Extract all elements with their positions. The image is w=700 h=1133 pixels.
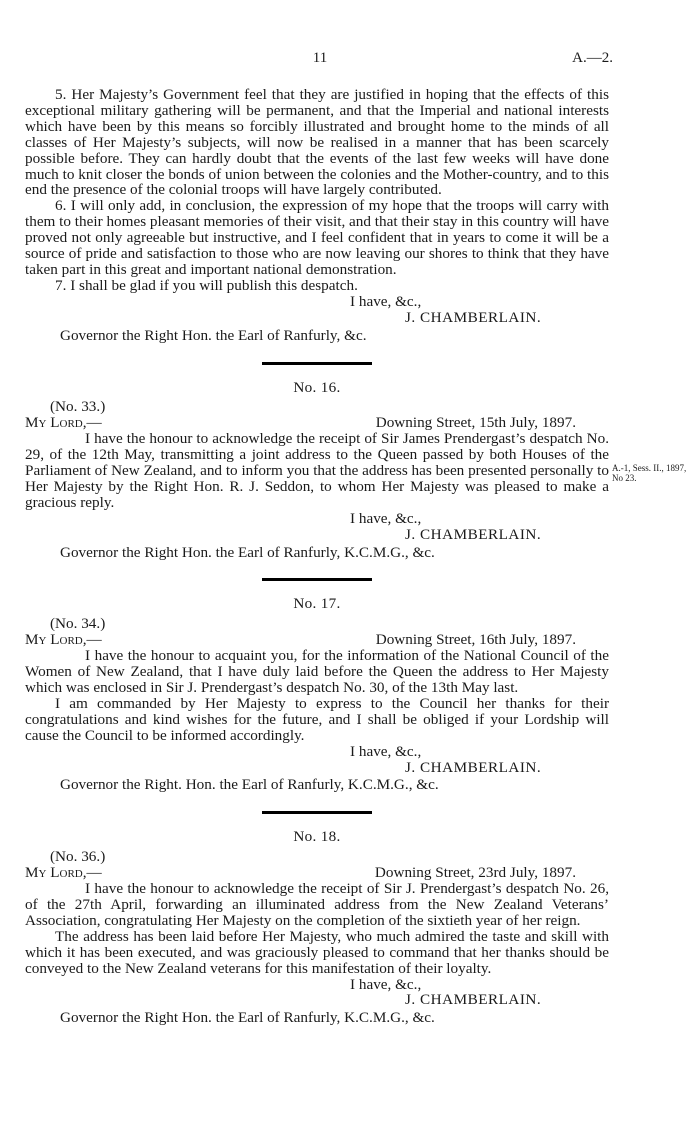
despatch-ref: (No. 36.) <box>50 848 106 866</box>
addressee: Governor the Right Hon. the Earl of Ranfurly, K.C.M.G., &c. <box>60 543 435 561</box>
despatch-date: Downing Street, 23rd July, 1897. <box>374 864 576 882</box>
section-divider <box>262 811 372 814</box>
page-header <box>0 50 700 70</box>
despatch-ref: (No. 33.) <box>50 398 106 416</box>
salutation-line <box>25 865 609 881</box>
salutation: My Lord,— <box>25 631 102 649</box>
addressee: Governor the Right. Hon. the Earl of Ranfurly, K.C.M.G., &c. <box>60 776 439 794</box>
despatch-date: Downing Street, 16th July, 1897. <box>375 631 576 649</box>
addressee: Governor the Right Hon. the Earl of Ranfurly, K.C.M.G., &c. <box>60 1009 435 1027</box>
closing-have: I have, &c., <box>350 292 422 310</box>
despatch-title: No. 17. <box>293 595 341 613</box>
document-body <box>25 86 687 1027</box>
salutation: My Lord,— <box>25 864 102 882</box>
section-divider <box>262 578 372 581</box>
despatch-body-2: The address has been laid before Her Majesty, who much admired the taste and skill with which it has been executed, and was graciously pleased to command that her thanks should be conveyed to the New Zealand veterans for this manifestation of their loyalty. <box>25 927 609 977</box>
paragraph-7: 7. I shall be glad if you will publish this despatch. <box>55 276 358 294</box>
closing-have: I have, &c., <box>350 742 422 760</box>
despatch-date: Downing Street, 15th July, 1897. <box>375 414 576 432</box>
addressee: Governor the Right Hon. the Earl of Ranfurly, &c. <box>60 326 367 344</box>
signature: J. CHAMBERLAIN. <box>405 308 542 326</box>
despatch-continuation <box>25 87 609 344</box>
signature: J. CHAMBERLAIN. <box>405 758 542 776</box>
closing-have: I have, &c., <box>350 975 422 993</box>
signature: J. CHAMBERLAIN. <box>405 991 542 1009</box>
paragraph-6: 6. I will only add, in conclusion, the expression of my hope that the troops will carry with them to their homes pleasant memories of their visit, and that their stay in this country will have proved not only agreeable but instructive, and I feel confident that in years to come it will be a source of pride and satisfaction to those who are now leaving our shores to think that they have taken part in this great and important national demonstration. <box>25 197 609 278</box>
salutation-line <box>25 415 609 431</box>
despatch-no-16 <box>25 378 687 561</box>
closing-have: I have, &c., <box>350 509 422 527</box>
despatch-body: I have the honour to acquaint you, for the information of the National Council of the Women of New Zealand, that I have duly laid before the Queen the address to Her Majesty which was enclosed in Sir J. Prendergast’s despatch No. 30, of the 13th May last. <box>25 647 609 696</box>
signature: J. CHAMBERLAIN. <box>405 525 542 543</box>
despatch-body: I have the honour to acknowledge the receipt of Sir James Prendergast’s despatch No. 29, of the 12th May, transmitting a joint address to the Queen passed by both Houses of the Parliament of New Zealand, and to inform you that the address has been presented personally to Her Majesty by the Right Hon. R. J. Seddon, to whom Her Majesty was pleased to make a gracious reply. <box>25 430 609 511</box>
despatch-body: I have the honour to acknowledge the receipt of Sir J. Prendergast’s despatch No. 26, of the 27th April, forwarding an illuminated address from the New Zealand Veterans’ Association, congratulating Her Majesty on the completion of the sixtieth year of her reign. <box>25 880 609 929</box>
despatch-body-2: I am commanded by Her Majesty to express to the Council her thanks for their congratulations and kind wishes for the future, and I shall be obliged if your Lordship will cause the Council to be informed accordingly. <box>25 694 609 744</box>
page-number: 11 <box>312 50 328 66</box>
despatch-no-17 <box>25 596 609 793</box>
salutation-line <box>25 632 609 648</box>
body-wrapper <box>25 430 687 511</box>
margin-note: A.-1, Sess. II., 1897, No 23. <box>612 463 687 484</box>
section-divider <box>262 362 372 365</box>
paragraph-5: 5. Her Majesty’s Government feel that they are justified in hoping that the effects of this exceptional military gathering will be permanent, and that the Imperial and national interests which have been by this means so forcibly illustrated and brought home to the minds of all classes of Her Majesty’s subjects, will now be realised in a manner that has been scarcely possible before. They can hardly doubt that the events of the last few weeks will have done much to knit closer the bonds of union between the colonies and the Mother-country, and to this end the presence of the colonial troops will have largely contributed. <box>25 86 609 199</box>
salutation: My Lord,— <box>25 414 102 432</box>
despatch-title: No. 16. <box>293 378 341 396</box>
despatch-title: No. 18. <box>293 828 341 846</box>
despatch-no-18 <box>25 829 609 1026</box>
paper-reference: A.—2. <box>572 50 613 66</box>
despatch-ref: (No. 34.) <box>50 615 106 633</box>
